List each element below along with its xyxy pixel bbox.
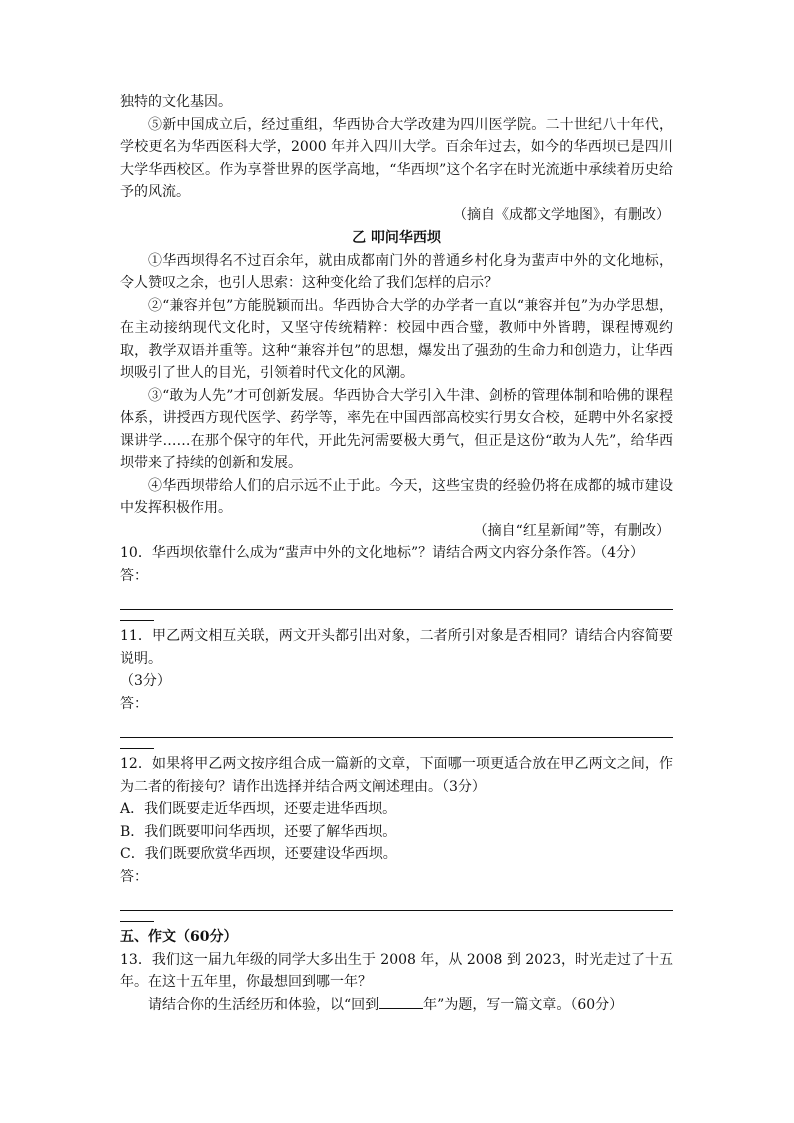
passage-a-tail: 独特的文化基因。 — [120, 94, 232, 110]
passage-a-paragraph-5: ⑤新中国成立后，经过重组，华西协合大学改建为四川医学院。二十世纪八十年代，学校更名为华西医科大学，2000 年并入四川大学。百余年过去，如今的华西坝已是四川大学华西校区。作为享誉世界的医学高地，“华西坝”这个名字在时光流逝中承续着历史给予的风流。 — [120, 116, 673, 200]
passage-a-source: （摘自《成都文学地图》，有删改） — [453, 206, 670, 223]
passage-b-paragraph-2: ②“兼容并包”方能脱颖而出。华西协合大学的办学者一直以“兼容并包”为办学思想，在主动接纳现代文化时，又坚守传统精粹：校园中西合璧，教师中外皆聘，课程博观约取，教学双语并重等。这种“兼容并包”的思想，爆发出了强劲的生命力和创造力，让华西坝吸引了世人的目光，引领着时代文化的风潮。 — [120, 297, 673, 381]
passage-b-paragraph-1: ①华西坝得名不过百余年，就由成都南门外的普通乡村化身为蜚声中外的文化地标，令人赞叹之余，也引人思索：这种变化给了我们怎样的启示？ — [120, 252, 673, 291]
question-10: 10．华西坝依靠什么成为“蜚声中外的文化地标”？请结合两文内容分条作答。（4分） — [120, 545, 645, 561]
passage-b-source: （摘自“红星新闻”等，有删改） — [473, 522, 670, 539]
answer-label-12: 答： — [120, 868, 148, 885]
answer-line-12[interactable] — [120, 888, 673, 911]
answer-label-11: 答： — [120, 695, 148, 712]
title-blank[interactable] — [379, 994, 423, 1009]
answer-line-11-tail — [120, 738, 154, 749]
answer-label-10: 答： — [120, 567, 148, 584]
passage-b-title: 乙 叩问华西坝 — [352, 230, 441, 246]
passage-b-paragraph-4: ④华西坝带给人们的启示远不止于此。今天，这些宝贵的经验仍将在成都的城市建设中发挥积极作用。 — [120, 477, 673, 516]
answer-line-10[interactable] — [120, 587, 673, 610]
answer-line-11[interactable] — [120, 715, 673, 738]
composition-prompt — [120, 994, 673, 1017]
passage-b-paragraph-3: ③“敢为人先”才可创新发展。华西协合大学引入牛津、剑桥的管理体制和哈佛的课程体系，讲授西方现代医学、药学等，率先在中国西部高校实行男女合校，延聘中外名家授课讲学……在那个保守的年代，开此先河需要极大勇气，但正是这份“敢为人先”，给华西坝带来了持续的创新和发展。 — [120, 387, 673, 471]
option-b: B．我们既要叩问华西坝，还要了解华西坝。 — [120, 823, 397, 840]
question-12: 12．如果将甲乙两文按序组合成一篇新的文章，下面哪一项更适合放在甲乙两文之间，作为二者的衔接句？请作出选择并结合两文阐述理由。（3分） — [120, 756, 673, 795]
question-11-score: （3分） — [120, 673, 171, 689]
question-11: 11．甲乙两文相互关联，两文开头都引出对象，二者所引对象是否相同？请结合内容简要说明。 — [120, 628, 673, 667]
answer-line-12-tail — [120, 911, 154, 922]
option-a: A．我们既要走近华西坝，还要走进华西坝。 — [120, 801, 397, 817]
prompt-after: 年”为题，写一篇文章。（60分） — [423, 996, 624, 1013]
option-c: C．我们既要欣赏华西坝，还要建设华西坝。 — [120, 846, 397, 862]
exam-page — [120, 91, 673, 1016]
prompt-before: 请结合你的生活经历和体验，以“回到 — [148, 996, 380, 1013]
composition-heading: 五、作文（60分） — [120, 929, 238, 945]
question-13: 13．我们这一届九年级的同学大多出生于 2008 年，从 2008 到 2023，时光走过了十五年。在这十五年里，你最想回到哪一年？ — [120, 951, 673, 990]
answer-line-10-tail — [120, 610, 154, 621]
